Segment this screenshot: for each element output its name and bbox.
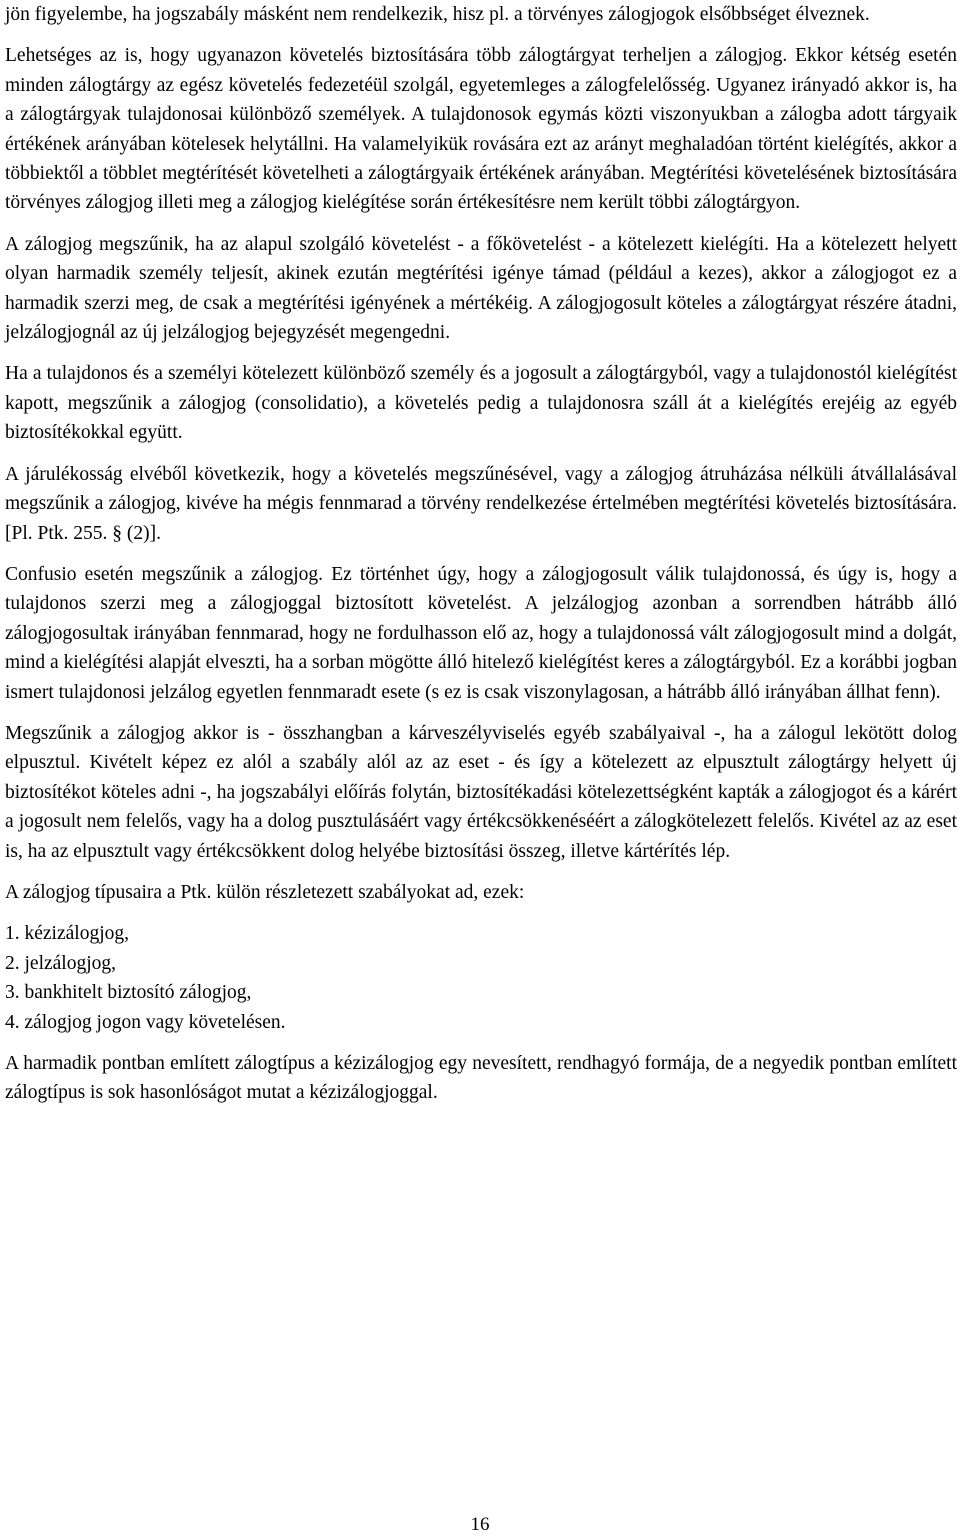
paragraph-1: jön figyelembe, ha jogszabály másként nem rendelkezik, hisz pl. a törvényes zálogjogok elsőbbséget élveznek. — [5, 4, 870, 25]
zalogjog-types-list — [5, 919, 957, 1037]
paragraph-3: A zálogjog megszűnik, ha az alapul szolgáló követelést - a főkövetelést - a kötelezett kielégíti. Ha a kötelezett helyett olyan harmadik személy teljesít, akinek ezután megtérítési igénye támad (például a kezes), akkor a zálogjogot ez a harmadik szerzi meg, de csak a megtérítési igényének a mértékéig. A zálogjogosult köteles a zálogtárgyat részére átadni, jelzálogjognál az új jelzálogjog bejegyzését megengedni. — [5, 233, 957, 344]
page-number: 16 — [470, 1514, 490, 1535]
list-item: 2. jelzálogjog, — [5, 952, 117, 974]
document-page — [5, 0, 957, 1108]
paragraph-6: Confusio esetén megszűnik a zálogjog. Ez történhet úgy, hogy a zálogjogosult válik tulajdonossá, és úgy is, hogy a tulajdonos szerzi meg a zálogjoggal biztosított követelést. A jelzálogjog azonban a sorrendben hátrább álló zálogjogosultak irányában fennmarad, hogy ne fordulhasson elő az, hogy a tulajdonossá vált zálogjogosult mind a dolgát, mind a kielégítési alapját elveszti, ha a sorban mögötte álló hitelező kielégítést keres a zálogtárgyból. Ez a korábbi jogban ismert tulajdonosi jelzálog egyetlen fennmaradt esete (s ez is csak viszonylagosan, a hátrább álló irányában állhat fenn). — [5, 563, 957, 703]
list-item: 3. bankhitelt biztosító zálogjog, — [5, 982, 252, 1004]
paragraph-7: Megszűnik a zálogjog akkor is - összhangban a kárveszélyviselés egyéb szabályaival -, ha a zálogul lekötött dolog elpusztul. Kivételt képez ez alól a szabály alól az az eset - és így a kötelezett az elpusztult zálogtárgy helyett új biztosítékot köteles adni -, ha jogszabályi előírás folytán, biztosítékadási kötelezettségként kapták a zálogjogot és a kárért a jogosult nem felelős, vagy ha a dolog pusztulásáért vagy értékcsökkenéséért a zálogkötelezett felelős. Kivétel az az eset is, ha az elpusztult vagy értékcsökkent dolog helyébe biztosítási összeg, illetve kártérítés lép. — [5, 722, 957, 862]
paragraph-8: A zálogjog típusaira a Ptk. külön részletezett szabályokat ad, ezek: — [5, 881, 525, 903]
paragraph-2: Lehetséges az is, hogy ugyanazon követelés biztosítására több zálogtárgyat terheljen a zálogjog. Ekkor kétség esetén minden zálogtárgy az egész követelés fedezetéül szolgál, egyetemleges a zálogfelelősség. Ugyanez irányadó akkor is, ha a zálogtárgyak tulajdonosai különböző személyek. A tulajdonosok egymás közti viszonyukban a zálogba adott tárgyaik értékének arányában kötelesek helytállni. Ha valamelyikük rovására ezt az arányt meghaladóan történt kielégítés, akkor a többiektől a többlet megtérítését követelheti a zálogtárgyaik értékének arányában. Megtérítési követelésének biztosítására törvényes zálogjog illeti meg a zálogjog kielégítése során értékesítésre nem került többi zálogtárgyon. — [5, 45, 957, 214]
list-item: 1. kézizálogjog, — [5, 923, 129, 945]
closing-paragraph: A harmadik pontban említett zálogtípus a kézizálogjog egy nevesített, rendhagyó formája, de a negyedik pontban említett zálogtípus is sok hasonlóságot mutat a kézizálogjoggal. — [5, 1053, 957, 1104]
paragraph-4: Ha a tulajdonos és a személyi kötelezett különböző személy és a jogosult a zálogtárgyból, vagy a tulajdonostól kielégítést kapott, megszűnik a zálogjog (consolidatio), a követelés pedig a tulajdonosra száll át a kielégítés erejéig az egyéb biztosítékokkal együtt. — [5, 363, 957, 444]
list-item: 4. zálogjog jogon vagy követelésen. — [5, 1011, 286, 1033]
paragraph-5: A járulékosság elvéből következik, hogy a követelés megszűnésével, vagy a zálogjog átruházása nélküli átvállalásával megszűnik a zálogjog, kivéve ha mégis fennmarad a törvény rendelkezése értelmében megtérítési követelés biztosítására. [Pl. Ptk. 255. § (2)]. — [5, 463, 957, 544]
